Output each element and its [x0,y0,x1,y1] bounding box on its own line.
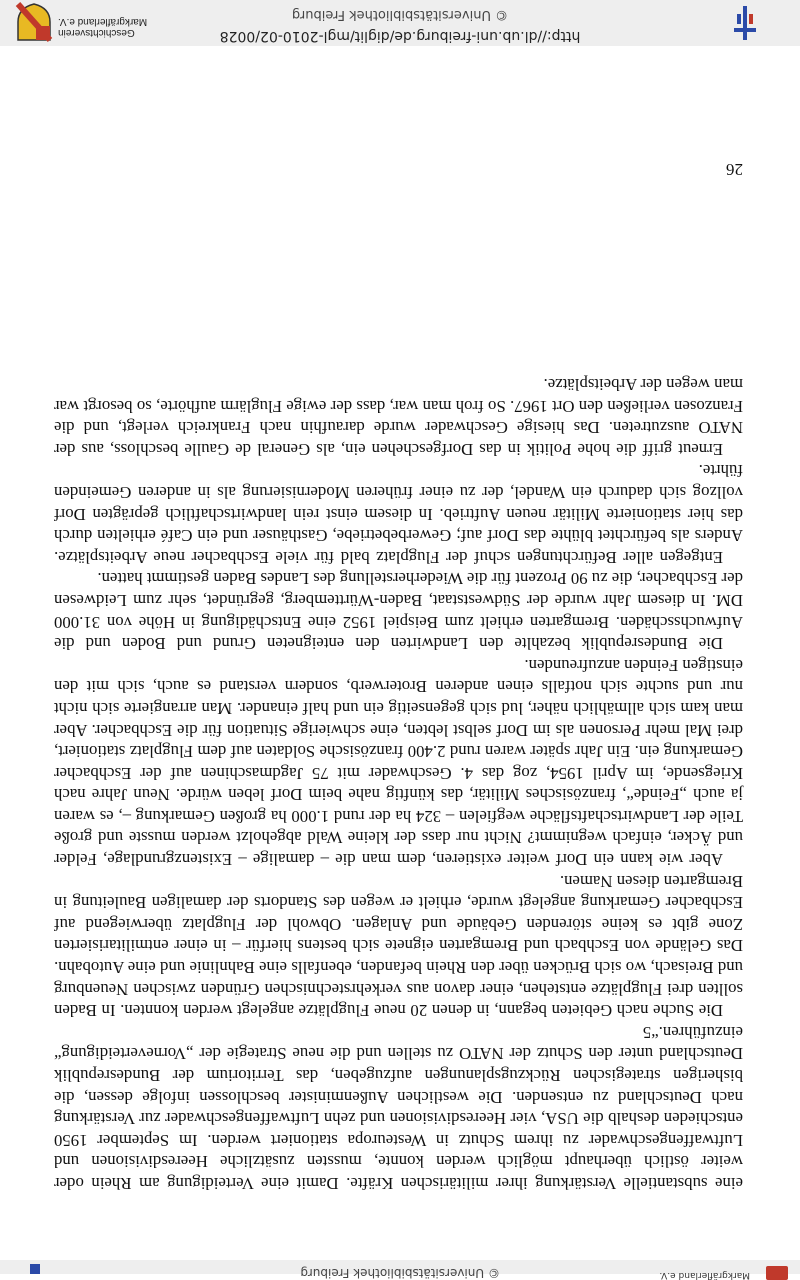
article-text [54,373,743,1194]
top-footer-strip [0,1260,800,1280]
paragraph: Erneut griff die hohe Politik in das Dorfgeschehen ein, als General de Gaulle beschloss, aus der NATO auszutreten. Das hiesige Geschwader wurde daraufhin nach Frankreich verlegt, und die Franzosen verließen den Ort 1967. So froh man war, dass der ewige Fluglärm aufhörte, so besorgt war man wegen der Arbeitsplätze. [54,375,743,459]
university-logo-icon [30,1264,40,1274]
paragraph: Die Bundesrepublik bezahlte den Landwirten den enteigneten Grund und Boden und die Aufwuchsschäden. Bremgarten erhielt zum Beispiel 1952 eine Entschädigung in Höhe von 31.000 DM. In diesem Jahr wurde der Südweststaat, Baden-Württemberg, gegründet, sehr zum Leidwesen der Eschbacher, die zu 90 Prozent für die Wiederherstellung des Landes Baden gestimmt hatten. [54,569,743,654]
paragraph: Die Suche nach Gebieten begann, in denen 20 neue Flugplätze angelegt werden konnten. In Baden sollten drei Flugplätze entstehen, einer davon aus verkehrstechnischen Gründen zwischen Neuenburg und Breisach, wo sich Brücken über den Rhein befanden, ebenfalls eine Bahnlinie und eine Autobahn. Das Gelände von Eschbach und Bremgarten eignete sich bestens hierfür – in einer entmilitarisierten Zone gibt es keine störenden Gebäude und Anlagen. Obwohl der Flugplatz überwiegend auf Eschbacher Gemarkung angelegt wurde, erhielt er wegen des Standorts der damaligen Bauleitung in Bremgarten diesen Namen. [54,871,743,1021]
society-name: Geschichtsverein Markgräflerland e.V. [58,16,148,38]
paragraph: Aber wie kann ein Dorf weiter existieren, dem man die – damalige – Existenzgrundlage, Felder und Äcker, einfach wegnimmt? Nicht nur dass der kleine Wald abgeholzt werden musste und große Teile der Landwirtschaftsfläche wegfielen – 324 ha der rund 1.000 ha großen Gemarkung –, es waren ja auch „Feinde“, französisches Militär, das künftig nahe beim Dorf leben würde. Neun Jahre nach Kriegsende, im April 1954, zog das 4. Geschwader mit 75 Jagdmaschinen auf der Eschbacher Gemarkung ein. Ein Jahr später waren rund 2.400 französische Soldaten auf dem Flugplatz stationiert, drei Mal mehr Personen als im Dorf selbst lebten, eine schwierige Situation für die Eschbacher. Aber man kam sich allmählich näher, lud sich gegenseitig ein und half einander. Man arrangierte sich nicht nur und suchte sich notfalls einen anderen Broterwerb, sondern verstand es auch, sich mit den einstigen Feinden anzufreunden. [54,655,743,870]
paragraph: eine substantielle Verstärkung ihrer militärischen Kräfte. Damit eine Verteidigung am Rhein oder weiter östlich überhaupt möglich werden konnte, mussten zusätzliche Heeresdivisionen und Luftwaffengeschwader zu ihrem Schutz in Westeuropa stationiert werden. Im September 1950 entschieden deshalb die USA, vier Heeresdivisionen und zehn Luftwaffengeschwader zur Verstärkung nach Deutschland zu entsenden. Die westlichen Außenminister beschlossen infolge dessen, die bisherigen strategischen Rückzugsplanungen aufzugeben, das Territorium der Bundesrepublik Deutschland unter den Schutz der NATO zu stellen und die neue Strategie der „Vorneverteidigung“ einzuführen.“5 [54,1022,743,1193]
paragraph: Entgegen aller Befürchtungen schuf der Flugplatz bald für viele Eschbacher neue Arbeitsplätze. Anders als befürchtet blühte das Dorf auf; Gewerbebetriebe, Gasthäuser und ein Café erhielten durch das hier stationierte Militär neuen Auftrieb. In diesem einst rein landwirtschaftlich geprägten Dorf vollzog sich dadurch ein Wandel, der zu einer früheren Modernisierung als in anderen Gemeinden führte. [54,461,743,567]
top-society-text: Markgräflerland e.V. [659,1270,750,1280]
society-crest-icon [766,1266,788,1280]
copyright-text: © Universitätsbibliothek Freiburg [291,7,509,22]
top-copyright-text: © Universitätsbibliothek Freiburg [300,1266,500,1280]
footer-bar [0,0,800,46]
society-logo [10,2,160,42]
document-url[interactable]: http://dl.ub.uni-freiburg.de/diglit/mgl-2010-02/0028 [219,28,581,44]
society-crest-icon [16,2,52,42]
page-number: 26 [726,160,743,179]
